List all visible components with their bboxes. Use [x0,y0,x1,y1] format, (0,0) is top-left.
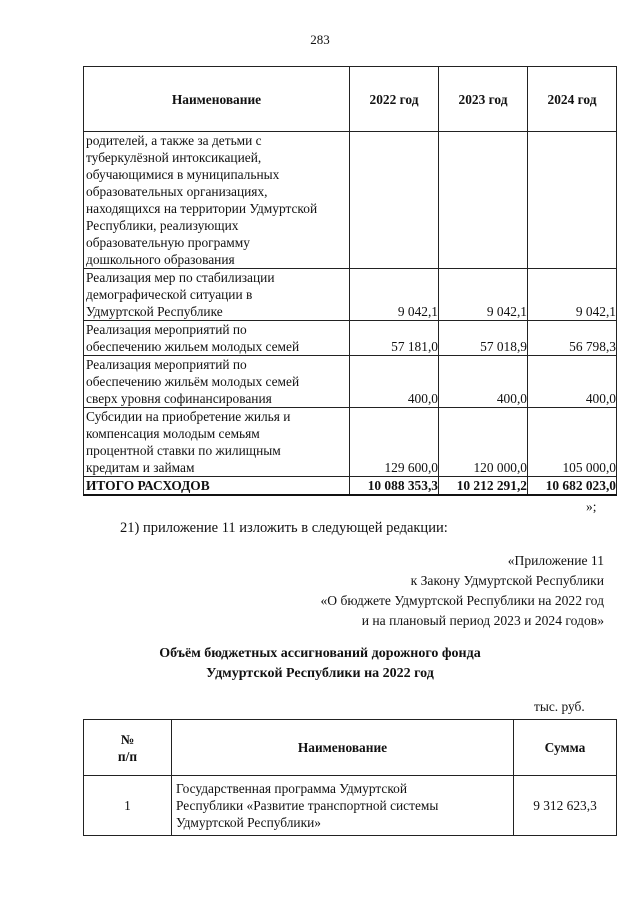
row-name [84,408,350,477]
row-name [172,776,514,836]
value-2024 [528,132,617,269]
row-number: 1 [84,776,172,836]
row-name-line: компенсация молодым семьям [86,426,260,441]
header-name: Наименование [172,720,514,776]
row-name-line: Реализация мероприятий по [86,322,247,337]
document-title [0,644,640,684]
row-sum: 9 312 623,3 [514,776,617,836]
table-row [84,356,617,408]
value-2022 [350,132,439,269]
value-2024: 105 000,0 [528,408,617,477]
value-2023 [439,132,528,269]
value-2022: 9 042,1 [350,269,439,321]
value-2024: 400,0 [528,356,617,408]
header-2024: 2024 год [528,67,617,132]
row-name-line: Реализация мероприятий по [86,357,247,372]
row-name [84,132,350,269]
row-name-line: демографической ситуации в [86,287,253,302]
value-2022: 57 181,0 [350,321,439,356]
closing-quote: »; [586,499,597,514]
value-2022: 129 600,0 [350,408,439,477]
row-name-line: кредитам и займам [86,460,195,475]
row-name-line: образовательных организациях, [86,184,268,199]
row-name-line: Республики «Развитие транспортной системы [176,798,439,813]
row-name-line: Удмуртской Республике [86,304,223,319]
table-row [84,408,617,477]
row-name-line: Государственная программа Удмуртской [176,781,408,796]
page-number: 283 [310,32,330,47]
row-name-line: процентной ставки по жилищным [86,443,281,458]
row-name-line: образовательную программу [86,235,250,250]
row-name-line: находящихся на территории Удмуртской [86,201,318,216]
row-name-line: обеспечению жильем молодых семей [86,339,300,354]
appendix-line: «Приложение 11 [507,553,604,568]
units-label: тыс. руб. [534,699,585,714]
value-2023: 120 000,0 [439,408,528,477]
row-name-line: обеспечению жильём молодых семей [86,374,300,389]
header-sum: Сумма [514,720,617,776]
header-number [84,720,172,776]
row-name-line: Субсидии на приобретение жилья и [86,409,291,424]
row-name [84,269,350,321]
value-2023: 9 042,1 [439,269,528,321]
table-row [84,132,617,269]
table-row [84,776,617,836]
header-number-line: № [120,731,135,747]
value-2024: 9 042,1 [528,269,617,321]
total-2023: 10 212 291,2 [439,477,528,496]
total-label: ИТОГО РАСХОДОВ [84,477,350,496]
header-number-line: п/п [117,748,138,764]
total-2024: 10 682 023,0 [528,477,617,496]
row-name-line: дошкольного образования [86,252,235,267]
expenses-table [83,66,617,496]
road-fund-table [83,719,617,836]
appendix-line: и на плановый период 2023 и 2024 годов» [361,613,604,628]
row-name-line: туберкулёзной интоксикацией, [86,150,262,165]
row-name-line: сверх уровня софинансирования [86,391,272,406]
expenses-table-header [84,67,617,132]
table-row [84,321,617,356]
value-2023: 57 018,9 [439,321,528,356]
total-2022: 10 088 353,3 [350,477,439,496]
row-name [84,321,350,356]
appendix-line: «О бюджете Удмуртской Республики на 2022 год [320,593,604,608]
title-line: Удмуртской Республики на 2022 год [206,666,434,681]
amendment-instruction: 21) приложение 11 изложить в следующей редакции: [120,520,448,536]
row-name-line: Удмуртской Республики» [176,815,321,830]
header-name: Наименование [84,67,350,132]
row-name [84,356,350,408]
appendix-header [320,551,604,631]
row-name-line: Республики, реализующих [86,218,239,233]
value-2022: 400,0 [350,356,439,408]
value-2023: 400,0 [439,356,528,408]
appendix-line: к Закону Удмуртской Республики [410,573,604,588]
header-2023: 2023 год [439,67,528,132]
row-name-line: родителей, а также за детьми с [86,133,262,148]
header-2022: 2022 год [350,67,439,132]
title-line: Объём бюджетных ассигнований дорожного фонда [159,646,481,661]
total-row [84,477,617,496]
value-2024: 56 798,3 [528,321,617,356]
road-fund-table-header [84,720,617,776]
row-name-line: обучающимися в муниципальных [86,167,280,182]
row-name-line: Реализация мер по стабилизации [86,270,275,285]
table-row [84,269,617,321]
